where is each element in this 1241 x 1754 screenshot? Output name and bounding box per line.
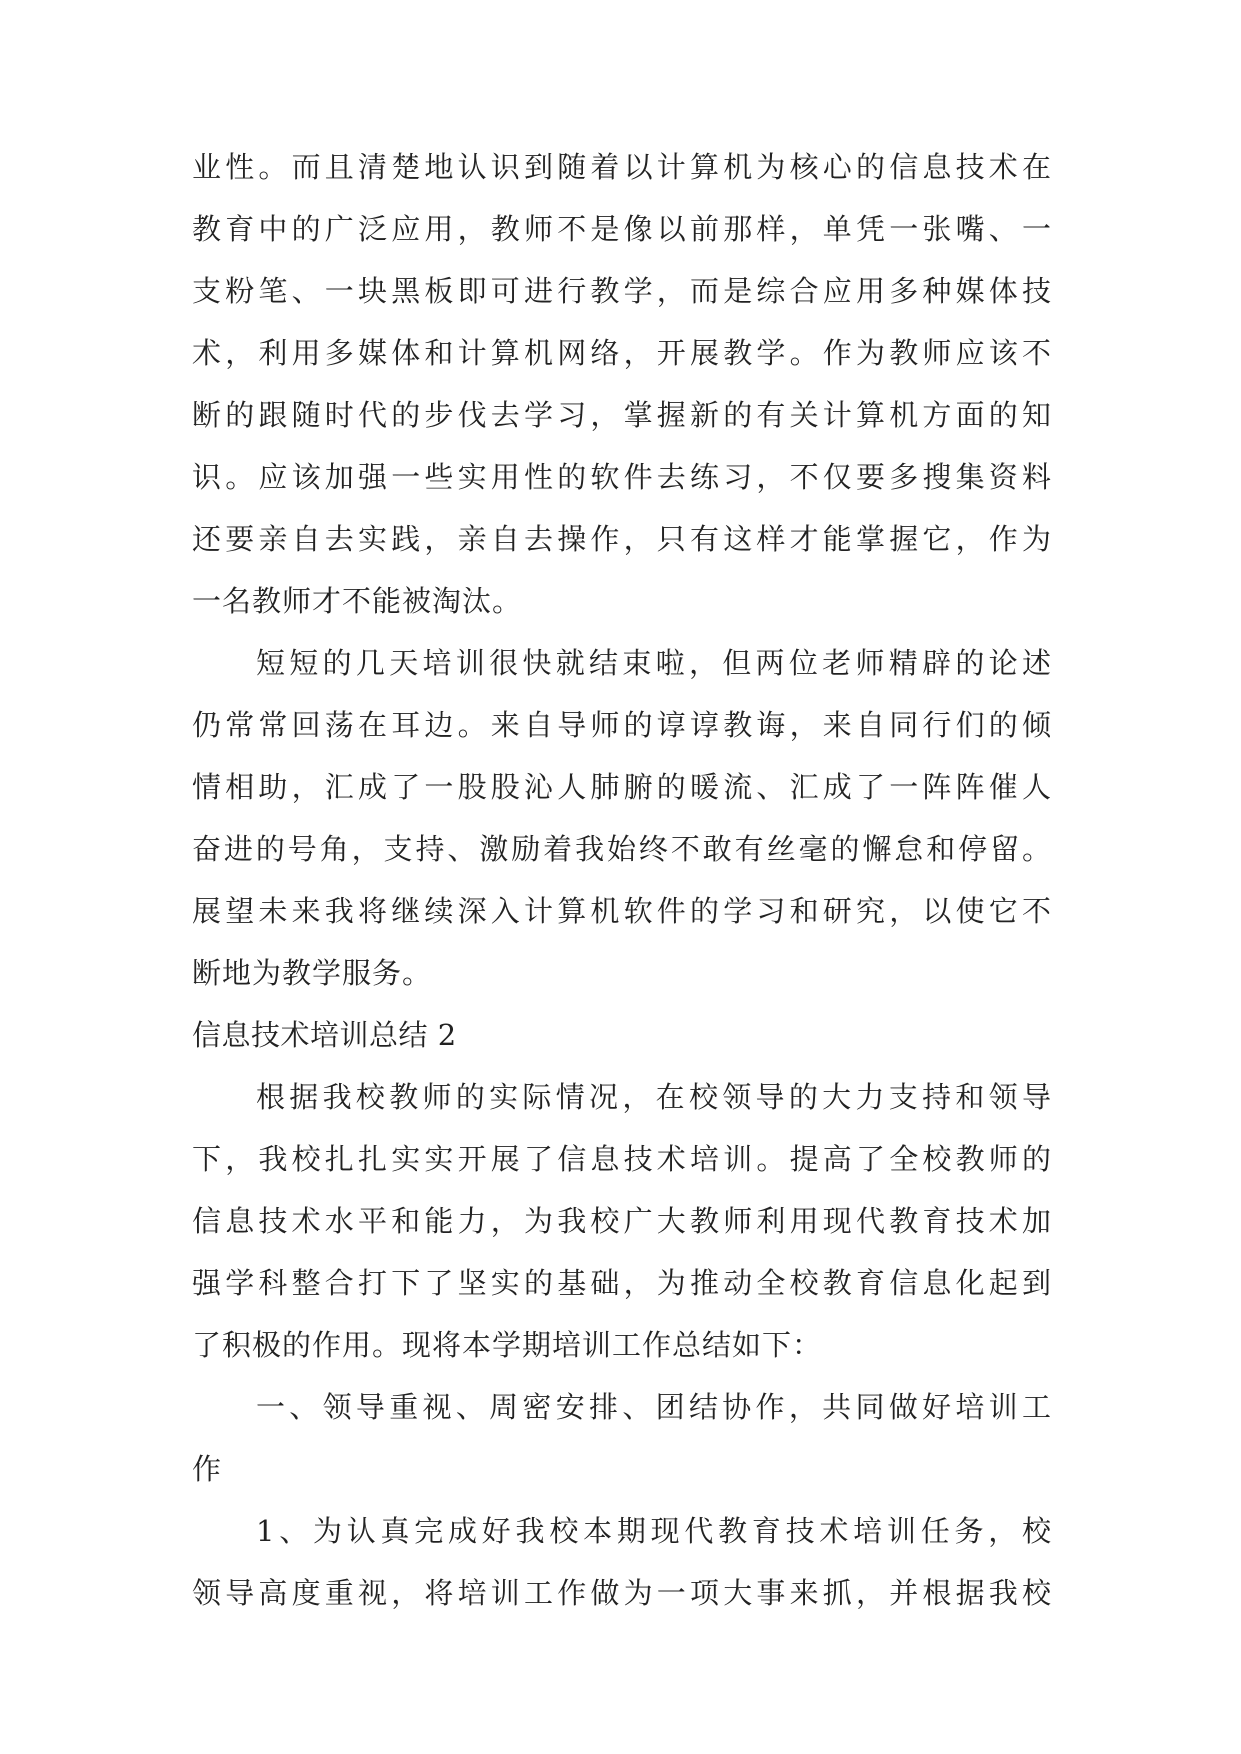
text-line: 一、领导重视、周密安排、团结协作，共同做好培训工: [256, 1390, 1052, 1424]
text-line: 支粉笔、一块黑板即可进行教学，而是综合应用多种媒体技: [192, 274, 1052, 308]
paragraph-1: [192, 136, 1052, 632]
text-line: 断地为教学服务。: [192, 956, 433, 990]
text-line: 仍常常回荡在耳边。来自导师的谆谆教诲，来自同行们的倾: [192, 708, 1052, 742]
text-line: 还要亲自去实践，亲自去操作，只有这样才能掌握它，作为: [192, 522, 1052, 556]
paragraph-2: [192, 632, 1052, 1004]
text-line: 短短的几天培训很快就结束啦，但两位老师精辟的论述: [256, 646, 1052, 680]
text-line: 强学科整合打下了坚实的基础，为推动全校教育信息化起到: [192, 1266, 1052, 1300]
text-line: 业性。而且清楚地认识到随着以计算机为核心的信息技术在: [192, 150, 1052, 184]
text-line: 1、为认真完成好我校本期现代教育技术培训任务，校: [256, 1514, 1052, 1548]
text-line: 根据我校教师的实际情况，在校领导的大力支持和领导: [256, 1080, 1052, 1114]
paragraph-3: [192, 1066, 1052, 1376]
text-line: 术，利用多媒体和计算机网络，开展教学。作为教师应该不: [192, 336, 1052, 370]
document-body: [192, 136, 1052, 1624]
text-line: 了积极的作用。现将本学期培训工作总结如下：: [192, 1328, 823, 1362]
text-line: 信息技术水平和能力，为我校广大教师利用现代教育技术加: [192, 1204, 1052, 1238]
paragraph-5: [192, 1500, 1052, 1624]
text-line: 奋进的号角，支持、激励着我始终不敢有丝毫的懈怠和停留。: [192, 832, 1052, 866]
text-line: 情相助，汇成了一股股沁人肺腑的暖流、汇成了一阵阵催人: [192, 770, 1052, 804]
text-line: 识。应该加强一些实用性的软件去练习，不仅要多搜集资料: [192, 460, 1052, 494]
text-line: 展望未来我将继续深入计算机软件的学习和研究，以使它不: [192, 894, 1052, 928]
text-line: 一名教师才不能被淘汰。: [192, 584, 523, 618]
paragraph-4: [192, 1376, 1052, 1500]
section-title: 信息技术培训总结 2: [192, 1018, 457, 1052]
text-line: 断的跟随时代的步伐去学习，掌握新的有关计算机方面的知: [192, 398, 1052, 432]
text-line: 教育中的广泛应用，教师不是像以前那样，单凭一张嘴、一: [192, 212, 1052, 246]
text-line: 下，我校扎扎实实开展了信息技术培训。提高了全校教师的: [192, 1142, 1052, 1176]
text-line: 作: [192, 1452, 223, 1486]
text-line: 领导高度重视，将培训工作做为一项大事来抓，并根据我校: [192, 1576, 1052, 1610]
